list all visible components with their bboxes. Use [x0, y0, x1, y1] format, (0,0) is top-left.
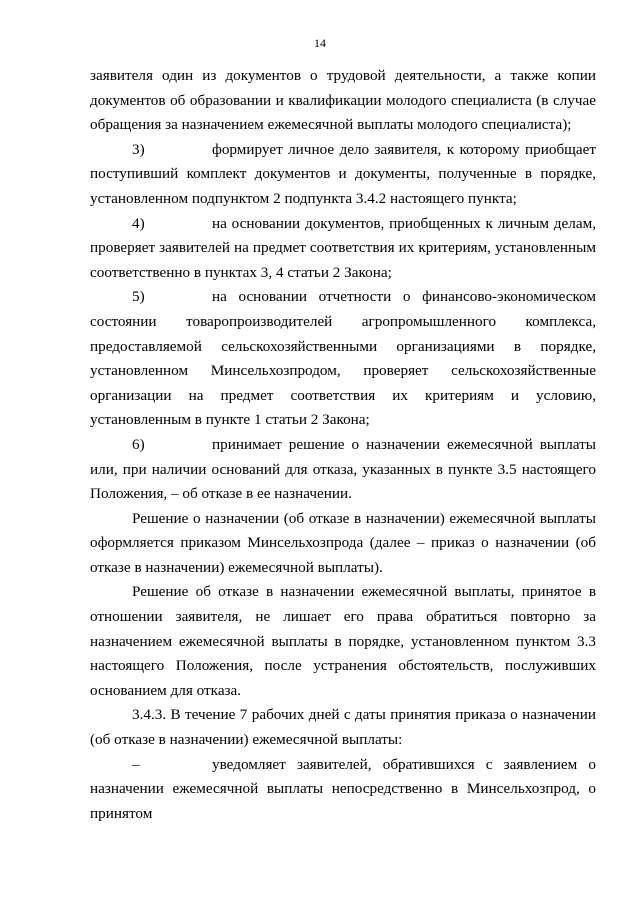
list-item-4	[90, 212, 596, 286]
list-item-6	[90, 433, 596, 507]
list-item-dash	[90, 753, 596, 827]
paragraph-refusal: Решение об отказе в назначении ежемесячной выплаты, принятое в отношении заявителя, не лишает его права обратиться повторно за назначением ежемесячной выплаты в порядке, установленном пунктом 3.3 настоящего Положения, после устранения обстоятельств, послуживших основанием для отказа.	[90, 583, 596, 699]
list-text: на основании документов, приобщенных к личным делам, проверяет заявителей на предмет соответствия их критериям, установленным соответственно в пунктах 3, 4 статьи 2 Закона;	[90, 214, 596, 281]
list-dash: –	[132, 755, 140, 773]
paragraph-3-4-3: 3.4.3. В течение 7 рабочих дней с даты принятия приказа о назначении (об отказе в назначении) ежемесячной выплаты:	[90, 706, 596, 749]
list-number: 4)	[132, 214, 145, 232]
paragraph-continuation: заявителя один из документов о трудовой деятельности, а также копии документов об образовании и квалификации молодого специалиста (в случае обращения за назначением ежемесячной выплаты молодого специалиста);	[90, 67, 596, 134]
list-item-3	[90, 138, 596, 212]
paragraph-decision: Решение о назначении (об отказе в назначении) ежемесячной выплаты оформляется приказом Минсельхозпрода (далее – приказ о назначении (об отказе в назначении) ежемесячной выплаты).	[90, 509, 596, 576]
document-body	[90, 64, 596, 826]
list-text: принимает решение о назначении ежемесячной выплаты или, при наличии оснований для отказа, указанных в пункте 3.5 настоящего Положения, – об отказе в ее назначении.	[90, 435, 596, 503]
list-number: 6)	[132, 435, 145, 453]
list-item-5	[90, 285, 596, 433]
list-number: 3)	[132, 140, 145, 158]
list-text: уведомляет заявителей, обратившихся с заявлением о назначении ежемесячной выплаты непосредственно в Минсельхозпрод, о принятом	[90, 755, 596, 822]
page-number: 14	[314, 36, 326, 50]
list-text: формирует личное дело заявителя, к которому приобщает поступивший комплект документов и документы, полученные в порядке, установленном подпунктом 2 подпункта 3.4.2 настоящего пункта;	[90, 140, 596, 207]
list-number: 5)	[132, 288, 145, 306]
list-text: на основании отчетности о финансово-экономическом состоянии товаропроизводителей агропромышленного комплекса, предоставляемой сельскохозяйственными организациями в порядке, установленном Минсельхозпродом, проверяет сельскохозяйственные организации на предмет соответствия их критериям и условию, установленным в пункте 1 статьи 2 Закона;	[90, 288, 596, 429]
